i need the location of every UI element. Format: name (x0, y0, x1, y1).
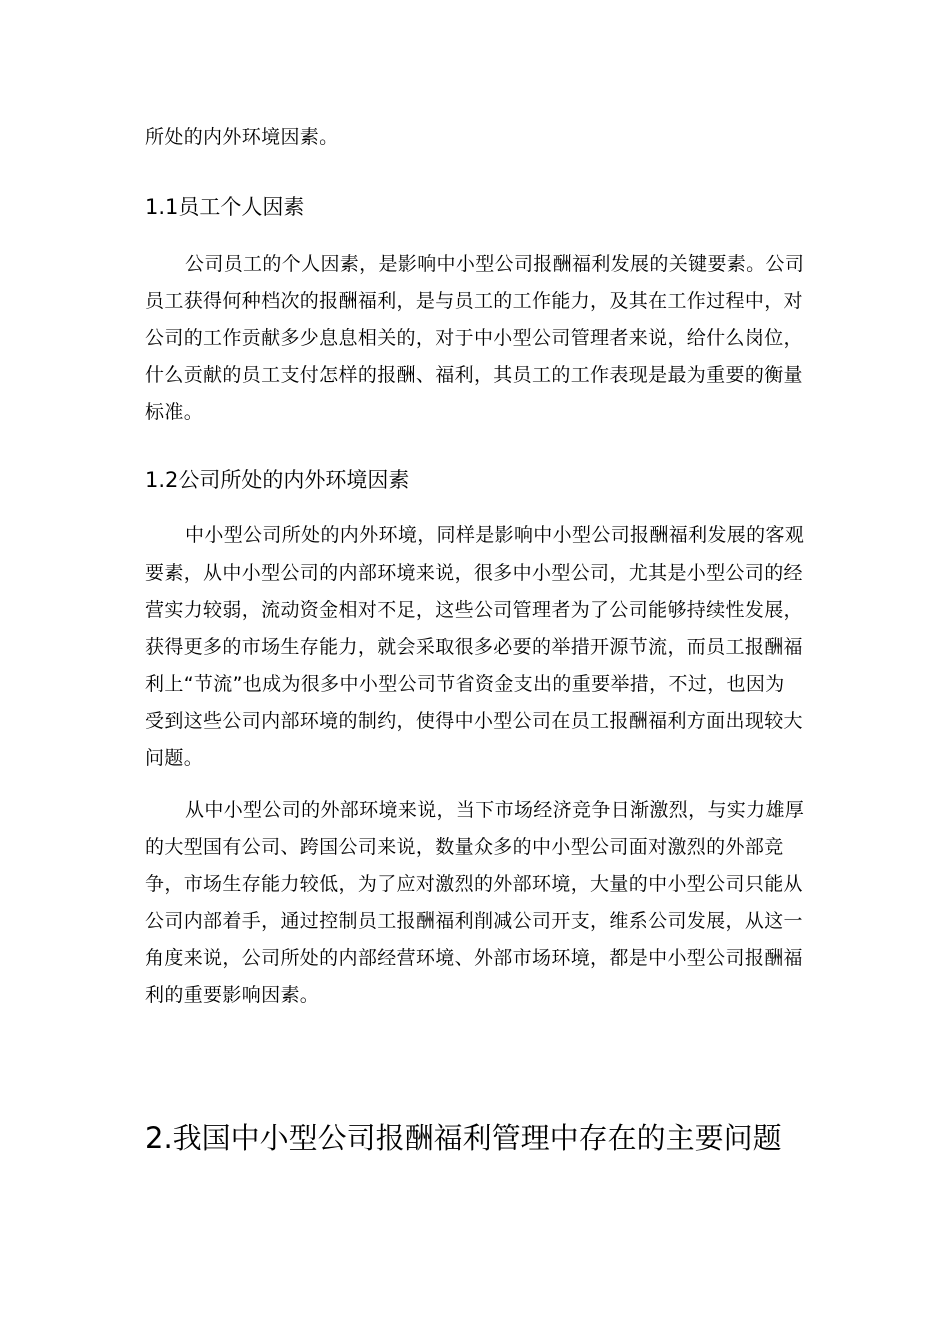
paragraph-line: 公司的工作贡献多少息息相关的，对于中小型公司管理者来说，给什么岗位， (145, 327, 803, 349)
section-heading-1-2: 1.2公司所处的内外环境因素 (145, 468, 410, 492)
paragraph-line: 从中小型公司的外部环境来说，当下市场经济竞争日渐激烈，与实力雄厚 (185, 799, 805, 821)
paragraph-line: 员工获得何种档次的报酬福利，是与员工的工作能力，及其在工作过程中，对 (145, 290, 803, 312)
paragraph-line: 争，市场生存能力较低，为了应对激烈的外部环境，大量的中小型公司只能从 (145, 873, 803, 895)
paragraph-line: 标准。 (145, 401, 204, 423)
paragraph-line: 公司内部着手，通过控制员工报酬福利削减公司开支，维系公司发展，从这一 (145, 910, 803, 932)
paragraph-line: 利的重要影响因素。 (145, 984, 320, 1006)
paragraph-line: 受到这些公司内部环境的制约，使得中小型公司在员工报酬福利方面出现较大 (145, 710, 803, 732)
paragraph-line: 营实力较弱，流动资金相对不足，这些公司管理者为了公司能够持续性发展， (145, 599, 803, 621)
paragraph-line: 公司员工的个人因素，是影响中小型公司报酬福利发展的关键要素。公司 (185, 253, 805, 275)
paragraph-line: 要素，从中小型公司的内部环境来说，很多中小型公司，尤其是小型公司的经 (145, 562, 803, 584)
paragraph-line: 问题。 (145, 747, 204, 769)
intro-line: 所处的内外环境因素。 (145, 126, 339, 148)
section-heading-2: 2.我国中小型公司报酬福利管理中存在的主要问题 (145, 1121, 782, 1155)
paragraph-line: 什么贡献的员工支付怎样的报酬、福利，其员工的工作表现是最为重要的衡量 (145, 364, 803, 386)
paragraph-line: 获得更多的市场生存能力，就会采取很多必要的举措开源节流，而员工报酬福 (145, 636, 803, 658)
section-heading-1-1: 1.1员工个人因素 (145, 195, 305, 219)
paragraph-line: 角度来说，公司所处的内部经营环境、外部市场环境，都是中小型公司报酬福 (145, 947, 803, 969)
paragraph-line: 中小型公司所处的内外环境，同样是影响中小型公司报酬福利发展的客观 (185, 524, 805, 546)
paragraph-line: 的大型国有公司、跨国公司来说，数量众多的中小型公司面对激烈的外部竞 (145, 836, 784, 858)
paragraph-line: 利上“节流”也成为很多中小型公司节省资金支出的重要举措，不过，也因为 (145, 673, 785, 695)
